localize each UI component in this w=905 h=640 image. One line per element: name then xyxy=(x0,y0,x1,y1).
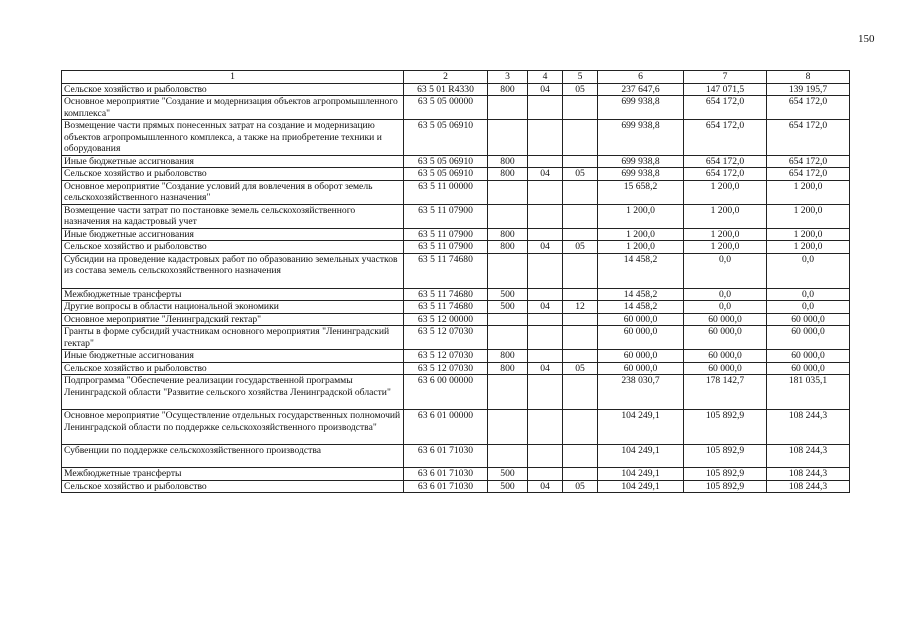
budget-code-cell: 63 5 05 06910 xyxy=(404,168,488,181)
section-cell xyxy=(528,313,563,326)
expense-type-cell: 800 xyxy=(488,155,528,168)
subsection-cell xyxy=(563,204,598,228)
amount-year1-cell: 104 249,1 xyxy=(598,480,684,493)
expense-type-cell xyxy=(488,204,528,228)
section-cell xyxy=(528,445,563,468)
expense-type-cell xyxy=(488,120,528,156)
header-cell: 5 xyxy=(563,71,598,84)
table-row xyxy=(62,288,850,301)
row-name-cell: Субвенции по поддержке сельскохозяйственного производства xyxy=(62,445,404,468)
expense-type-cell xyxy=(488,445,528,468)
page-number: 150 xyxy=(858,33,875,45)
amount-year3-cell: 1 200,0 xyxy=(767,241,850,254)
budget-code-cell: 63 5 11 74680 xyxy=(404,301,488,314)
expense-type-cell: 800 xyxy=(488,350,528,363)
section-cell xyxy=(528,288,563,301)
header-cell: 6 xyxy=(598,71,684,84)
section-cell: 04 xyxy=(528,480,563,493)
subsection-cell xyxy=(563,313,598,326)
budget-code-cell: 63 5 05 06910 xyxy=(404,155,488,168)
table-row xyxy=(62,326,850,350)
amount-year1-cell: 60 000,0 xyxy=(598,362,684,375)
table-row xyxy=(62,468,850,481)
amount-year1-cell: 699 938,8 xyxy=(598,96,684,120)
table-row xyxy=(62,96,850,120)
row-name-cell: Межбюджетные трансферты xyxy=(62,468,404,481)
table-row xyxy=(62,155,850,168)
budget-code-cell: 63 5 12 00000 xyxy=(404,313,488,326)
amount-year3-cell: 108 244,3 xyxy=(767,445,850,468)
row-name-cell: Другие вопросы в области национальной экономики xyxy=(62,301,404,314)
table-row xyxy=(62,241,850,254)
budget-code-cell: 63 5 11 74680 xyxy=(404,253,488,288)
budget-code-cell: 63 5 11 07900 xyxy=(404,241,488,254)
section-cell xyxy=(528,228,563,241)
subsection-cell xyxy=(563,410,598,445)
header-cell: 4 xyxy=(528,71,563,84)
amount-year2-cell: 654 172,0 xyxy=(684,168,767,181)
table-row xyxy=(62,120,850,156)
amount-year3-cell: 1 200,0 xyxy=(767,204,850,228)
table-row xyxy=(62,362,850,375)
subsection-cell xyxy=(563,445,598,468)
subsection-cell xyxy=(563,253,598,288)
expense-type-cell: 800 xyxy=(488,362,528,375)
budget-code-cell: 63 5 12 07030 xyxy=(404,350,488,363)
amount-year1-cell: 104 249,1 xyxy=(598,468,684,481)
table-row xyxy=(62,83,850,96)
header-cell: 1 xyxy=(62,71,404,84)
row-name-cell: Сельское хозяйство и рыболовство xyxy=(62,362,404,375)
amount-year3-cell: 108 244,3 xyxy=(767,480,850,493)
row-name-cell: Субсидии на проведение кадастровых работ по образованию земельных участков из состава земель сельскохозяйственного назначения xyxy=(62,253,404,288)
subsection-cell: 05 xyxy=(563,168,598,181)
amount-year2-cell: 1 200,0 xyxy=(684,228,767,241)
budget-code-cell: 63 5 12 07030 xyxy=(404,326,488,350)
header-cell: 3 xyxy=(488,71,528,84)
amount-year1-cell: 1 200,0 xyxy=(598,228,684,241)
amount-year2-cell: 178 142,7 xyxy=(684,375,767,410)
table-row xyxy=(62,445,850,468)
amount-year2-cell: 60 000,0 xyxy=(684,313,767,326)
subsection-cell: 12 xyxy=(563,301,598,314)
row-name-cell: Основное мероприятие "Создание и модернизация объектов агропромышленного комплекса" xyxy=(62,96,404,120)
amount-year2-cell: 60 000,0 xyxy=(684,326,767,350)
table-row xyxy=(62,168,850,181)
budget-code-cell: 63 6 01 71030 xyxy=(404,445,488,468)
row-name-cell: Основное мероприятие "Ленинградский гектар" xyxy=(62,313,404,326)
subsection-cell xyxy=(563,326,598,350)
expense-type-cell xyxy=(488,180,528,204)
row-name-cell: Основное мероприятие "Создание условий для вовлечения в оборот земель сельскохозяйственного назначения" xyxy=(62,180,404,204)
amount-year3-cell: 1 200,0 xyxy=(767,228,850,241)
amount-year3-cell: 139 195,7 xyxy=(767,83,850,96)
amount-year2-cell: 1 200,0 xyxy=(684,204,767,228)
budget-code-cell: 63 5 05 00000 xyxy=(404,96,488,120)
subsection-cell: 05 xyxy=(563,480,598,493)
expense-type-cell xyxy=(488,96,528,120)
amount-year3-cell: 60 000,0 xyxy=(767,362,850,375)
row-name-cell: Возмещение части прямых понесенных затрат на создание и модернизацию объектов агропромышленного комплекса, а также на приобретение техники и оборудования xyxy=(62,120,404,156)
expense-type-cell: 500 xyxy=(488,480,528,493)
expense-type-cell: 500 xyxy=(488,288,528,301)
expense-type-cell xyxy=(488,253,528,288)
amount-year2-cell: 1 200,0 xyxy=(684,180,767,204)
header-cell: 8 xyxy=(767,71,850,84)
amount-year3-cell: 654 172,0 xyxy=(767,155,850,168)
row-name-cell: Основное мероприятие "Осуществление отдельных государственных полномочий Ленинградской области по поддержке сельскохозяйственного производства" xyxy=(62,410,404,445)
amount-year2-cell: 60 000,0 xyxy=(684,350,767,363)
expense-type-cell: 500 xyxy=(488,468,528,481)
amount-year3-cell: 60 000,0 xyxy=(767,350,850,363)
amount-year3-cell: 0,0 xyxy=(767,253,850,288)
budget-code-cell: 63 6 01 00000 xyxy=(404,410,488,445)
row-name-cell: Сельское хозяйство и рыболовство xyxy=(62,168,404,181)
amount-year2-cell: 0,0 xyxy=(684,301,767,314)
budget-code-cell: 63 5 11 74680 xyxy=(404,288,488,301)
section-cell: 04 xyxy=(528,362,563,375)
amount-year1-cell: 14 458,2 xyxy=(598,301,684,314)
row-name-cell: Межбюджетные трансферты xyxy=(62,288,404,301)
amount-year1-cell: 1 200,0 xyxy=(598,241,684,254)
amount-year1-cell: 60 000,0 xyxy=(598,326,684,350)
amount-year2-cell: 654 172,0 xyxy=(684,96,767,120)
budget-code-cell: 63 5 12 07030 xyxy=(404,362,488,375)
expense-type-cell xyxy=(488,326,528,350)
subsection-cell xyxy=(563,228,598,241)
section-cell xyxy=(528,96,563,120)
amount-year1-cell: 1 200,0 xyxy=(598,204,684,228)
row-name-cell: Подпрограмма "Обеспечение реализации государственной программы Ленинградской области "Развитие сельского хозяйства Ленинградской области" xyxy=(62,375,404,410)
subsection-cell xyxy=(563,120,598,156)
amount-year1-cell: 699 938,8 xyxy=(598,168,684,181)
amount-year3-cell: 108 244,3 xyxy=(767,410,850,445)
expense-type-cell xyxy=(488,313,528,326)
budget-code-cell: 63 5 11 00000 xyxy=(404,180,488,204)
budget-code-cell: 63 6 00 00000 xyxy=(404,375,488,410)
subsection-cell xyxy=(563,468,598,481)
row-name-cell: Иные бюджетные ассигнования xyxy=(62,350,404,363)
expense-type-cell: 500 xyxy=(488,301,528,314)
amount-year3-cell: 1 200,0 xyxy=(767,180,850,204)
section-cell: 04 xyxy=(528,301,563,314)
amount-year3-cell: 108 244,3 xyxy=(767,468,850,481)
section-cell: 04 xyxy=(528,241,563,254)
table-row xyxy=(62,313,850,326)
amount-year1-cell: 60 000,0 xyxy=(598,350,684,363)
expense-type-cell: 800 xyxy=(488,241,528,254)
amount-year2-cell: 105 892,9 xyxy=(684,468,767,481)
budget-code-cell: 63 5 11 07900 xyxy=(404,228,488,241)
section-cell xyxy=(528,326,563,350)
subsection-cell xyxy=(563,350,598,363)
amount-year2-cell: 1 200,0 xyxy=(684,241,767,254)
budget-code-cell: 63 6 01 71030 xyxy=(404,480,488,493)
table-row xyxy=(62,350,850,363)
amount-year3-cell: 181 035,1 xyxy=(767,375,850,410)
amount-year2-cell: 654 172,0 xyxy=(684,120,767,156)
section-cell xyxy=(528,180,563,204)
table-row xyxy=(62,301,850,314)
section-cell xyxy=(528,350,563,363)
amount-year3-cell: 654 172,0 xyxy=(767,168,850,181)
header-cell: 2 xyxy=(404,71,488,84)
table-row xyxy=(62,180,850,204)
amount-year2-cell: 105 892,9 xyxy=(684,410,767,445)
amount-year2-cell: 654 172,0 xyxy=(684,155,767,168)
expense-type-cell: 800 xyxy=(488,168,528,181)
row-name-cell: Гранты в форме субсидий участникам основного мероприятия "Ленинградский гектар" xyxy=(62,326,404,350)
section-cell xyxy=(528,375,563,410)
amount-year1-cell: 104 249,1 xyxy=(598,445,684,468)
amount-year1-cell: 238 030,7 xyxy=(598,375,684,410)
amount-year1-cell: 699 938,8 xyxy=(598,155,684,168)
amount-year2-cell: 147 071,5 xyxy=(684,83,767,96)
table-row xyxy=(62,375,850,410)
subsection-cell: 05 xyxy=(563,83,598,96)
subsection-cell: 05 xyxy=(563,362,598,375)
expense-type-cell: 800 xyxy=(488,228,528,241)
row-name-cell: Сельское хозяйство и рыболовство xyxy=(62,83,404,96)
expense-type-cell: 800 xyxy=(488,83,528,96)
table-header-row xyxy=(62,71,850,84)
budget-code-cell: 63 5 11 07900 xyxy=(404,204,488,228)
amount-year3-cell: 60 000,0 xyxy=(767,326,850,350)
section-cell: 04 xyxy=(528,83,563,96)
subsection-cell xyxy=(563,96,598,120)
amount-year2-cell: 60 000,0 xyxy=(684,362,767,375)
subsection-cell xyxy=(563,180,598,204)
table-row xyxy=(62,480,850,493)
amount-year1-cell: 699 938,8 xyxy=(598,120,684,156)
table-row xyxy=(62,204,850,228)
amount-year1-cell: 60 000,0 xyxy=(598,313,684,326)
amount-year2-cell: 0,0 xyxy=(684,288,767,301)
expense-type-cell xyxy=(488,375,528,410)
subsection-cell xyxy=(563,288,598,301)
section-cell: 04 xyxy=(528,168,563,181)
table-row xyxy=(62,410,850,445)
amount-year2-cell: 105 892,9 xyxy=(684,445,767,468)
budget-code-cell: 63 5 01 R4330 xyxy=(404,83,488,96)
amount-year2-cell: 105 892,9 xyxy=(684,480,767,493)
budget-code-cell: 63 5 05 06910 xyxy=(404,120,488,156)
amount-year1-cell: 237 647,6 xyxy=(598,83,684,96)
amount-year1-cell: 14 458,2 xyxy=(598,253,684,288)
section-cell xyxy=(528,468,563,481)
subsection-cell xyxy=(563,375,598,410)
amount-year3-cell: 654 172,0 xyxy=(767,96,850,120)
section-cell xyxy=(528,253,563,288)
row-name-cell: Сельское хозяйство и рыболовство xyxy=(62,480,404,493)
subsection-cell xyxy=(563,155,598,168)
subsection-cell: 05 xyxy=(563,241,598,254)
amount-year3-cell: 60 000,0 xyxy=(767,313,850,326)
table-row xyxy=(62,228,850,241)
section-cell xyxy=(528,204,563,228)
amount-year1-cell: 14 458,2 xyxy=(598,288,684,301)
expense-type-cell xyxy=(488,410,528,445)
amount-year2-cell: 0,0 xyxy=(684,253,767,288)
amount-year1-cell: 15 658,2 xyxy=(598,180,684,204)
budget-code-cell: 63 6 01 71030 xyxy=(404,468,488,481)
section-cell xyxy=(528,155,563,168)
table-row xyxy=(62,253,850,288)
budget-table xyxy=(61,70,850,493)
amount-year3-cell: 0,0 xyxy=(767,301,850,314)
header-cell: 7 xyxy=(684,71,767,84)
row-name-cell: Возмещение части затрат по постановке земель сельскохозяйственного назначения на кадастровый учет xyxy=(62,204,404,228)
row-name-cell: Сельское хозяйство и рыболовство xyxy=(62,241,404,254)
amount-year3-cell: 0,0 xyxy=(767,288,850,301)
section-cell xyxy=(528,120,563,156)
section-cell xyxy=(528,410,563,445)
row-name-cell: Иные бюджетные ассигнования xyxy=(62,228,404,241)
amount-year1-cell: 104 249,1 xyxy=(598,410,684,445)
row-name-cell: Иные бюджетные ассигнования xyxy=(62,155,404,168)
amount-year3-cell: 654 172,0 xyxy=(767,120,850,156)
